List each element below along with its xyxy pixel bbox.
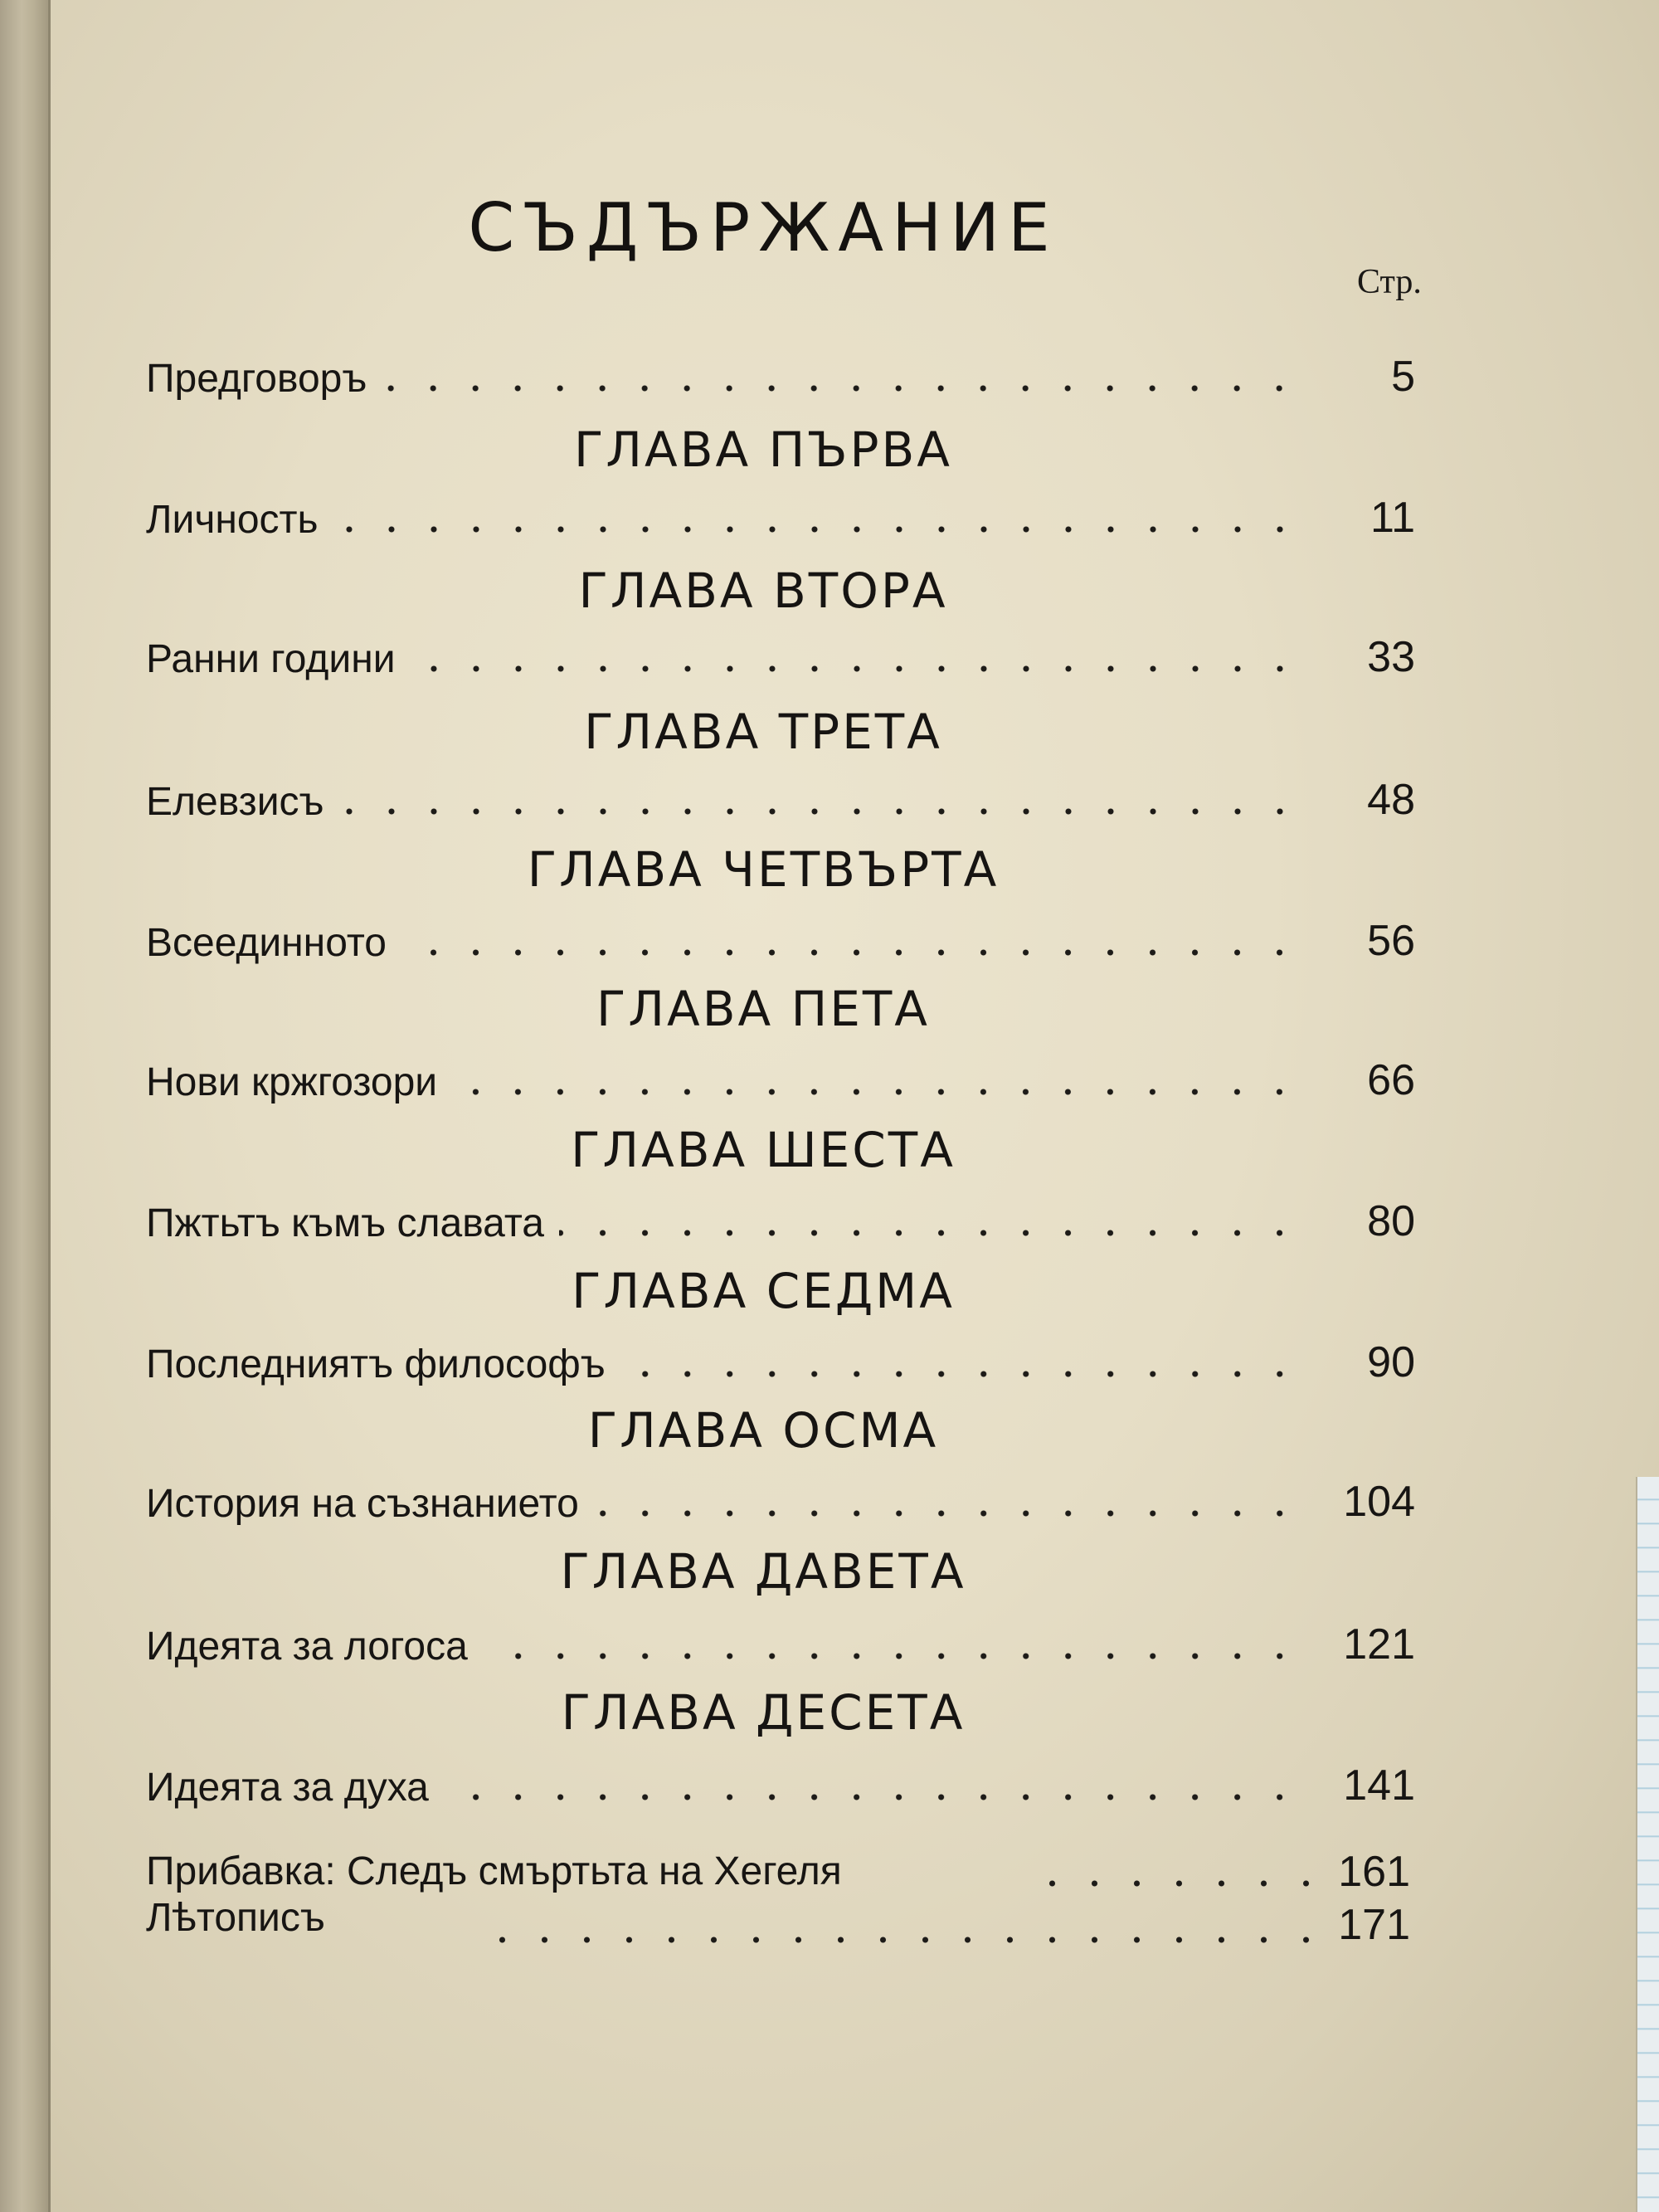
dot-leader [382,385,1301,392]
appendix-entry-page: 171 [1338,1901,1410,1949]
toc-entry-page: 90 [1367,1338,1415,1386]
page-column-label: Стр. [1357,263,1422,301]
toc-entry [146,490,1415,543]
dot-leader [473,1937,1327,1943]
toc-entry [146,913,1415,966]
dot-leader [559,1230,1301,1236]
toc-entry-page: 141 [1343,1761,1415,1810]
toc-entry [146,1334,1415,1387]
toc-entry-name: Идеята за духа [146,1766,429,1810]
toc-entry-page: 56 [1367,917,1415,965]
toc-entry-page: 48 [1367,776,1415,824]
dot-leader [452,1089,1301,1095]
toc-entry-page: 33 [1367,633,1415,681]
toc-entry-page: 121 [1343,1620,1415,1669]
toc-entry-name: Последниятъ философъ [146,1342,606,1386]
page-gutter [0,0,51,2212]
dot-leader [444,1794,1301,1800]
appendix-entry-page: 161 [1338,1848,1410,1896]
chapter-heading: ГЛАВА ВТОРА [578,563,948,619]
toc-entry [146,1193,1415,1246]
page-title: СЪДЪРЖАНИЕ [468,189,1058,266]
toc-entry-page: 11 [1370,494,1415,542]
dot-leader [339,808,1301,815]
chapter-heading: ГЛАВА ДАВЕТА [560,1543,966,1600]
dot-leader [411,665,1301,672]
toc-entry-page: 66 [1367,1056,1415,1104]
toc-entry-page: 104 [1343,1478,1415,1526]
toc-entry [146,1757,1415,1810]
toc-entry-name: Елевзисъ [146,780,324,824]
toc-entry-name: Предговоръ [146,357,367,401]
toc-entry-preface [146,348,1415,402]
appendix-entry-name: Лѣтописъ [146,1896,325,1940]
toc-entry [146,629,1415,682]
toc-entry [146,1052,1415,1105]
toc-entry-page: 80 [1367,1197,1415,1245]
chapter-heading: ГЛАВА ШЕСТА [571,1122,956,1178]
dot-leader [1020,1880,1327,1887]
toc-entry-name: Идеята за логоса [146,1625,468,1669]
chapter-heading: ГЛАВА ЧЕТВЪРТА [527,841,1000,898]
toc-entry [146,772,1415,825]
lined-paper-edge [1636,1477,1659,2212]
toc-entry-name: Пжтьтъ къмъ славата [146,1201,544,1245]
toc-entry-name: Всеединното [146,921,387,965]
toc-entry-name: Ранни години [146,637,396,681]
chapter-heading: ГЛАВА ДЕСЕТА [561,1684,966,1741]
dot-leader [483,1653,1301,1659]
toc-entry-page: 5 [1391,353,1415,401]
chapter-heading: ГЛАВА СЕДМА [572,1263,955,1319]
dot-leader [401,949,1301,956]
toc-entry-name: Личность [146,498,319,542]
chapter-heading: ГЛАВА ОСМА [587,1402,939,1459]
dot-leader [594,1510,1301,1517]
chapter-heading: ГЛАВА ПЕТА [596,981,930,1037]
chapter-heading: ГЛАВА ТРЕТА [584,704,942,760]
toc-entry [146,1474,1415,1527]
dot-leader [333,526,1301,533]
toc-entry-name: История на съзнанието [146,1482,579,1526]
dot-leader [620,1371,1301,1377]
appendix-entry-name: Прибавка: Следъ смъртьта на Хегеля [146,1849,842,1893]
toc-entry [146,1616,1415,1669]
chapter-heading: ГЛАВА ПЪРВА [574,421,952,478]
toc-entry-name: Нови кржгозори [146,1060,438,1104]
